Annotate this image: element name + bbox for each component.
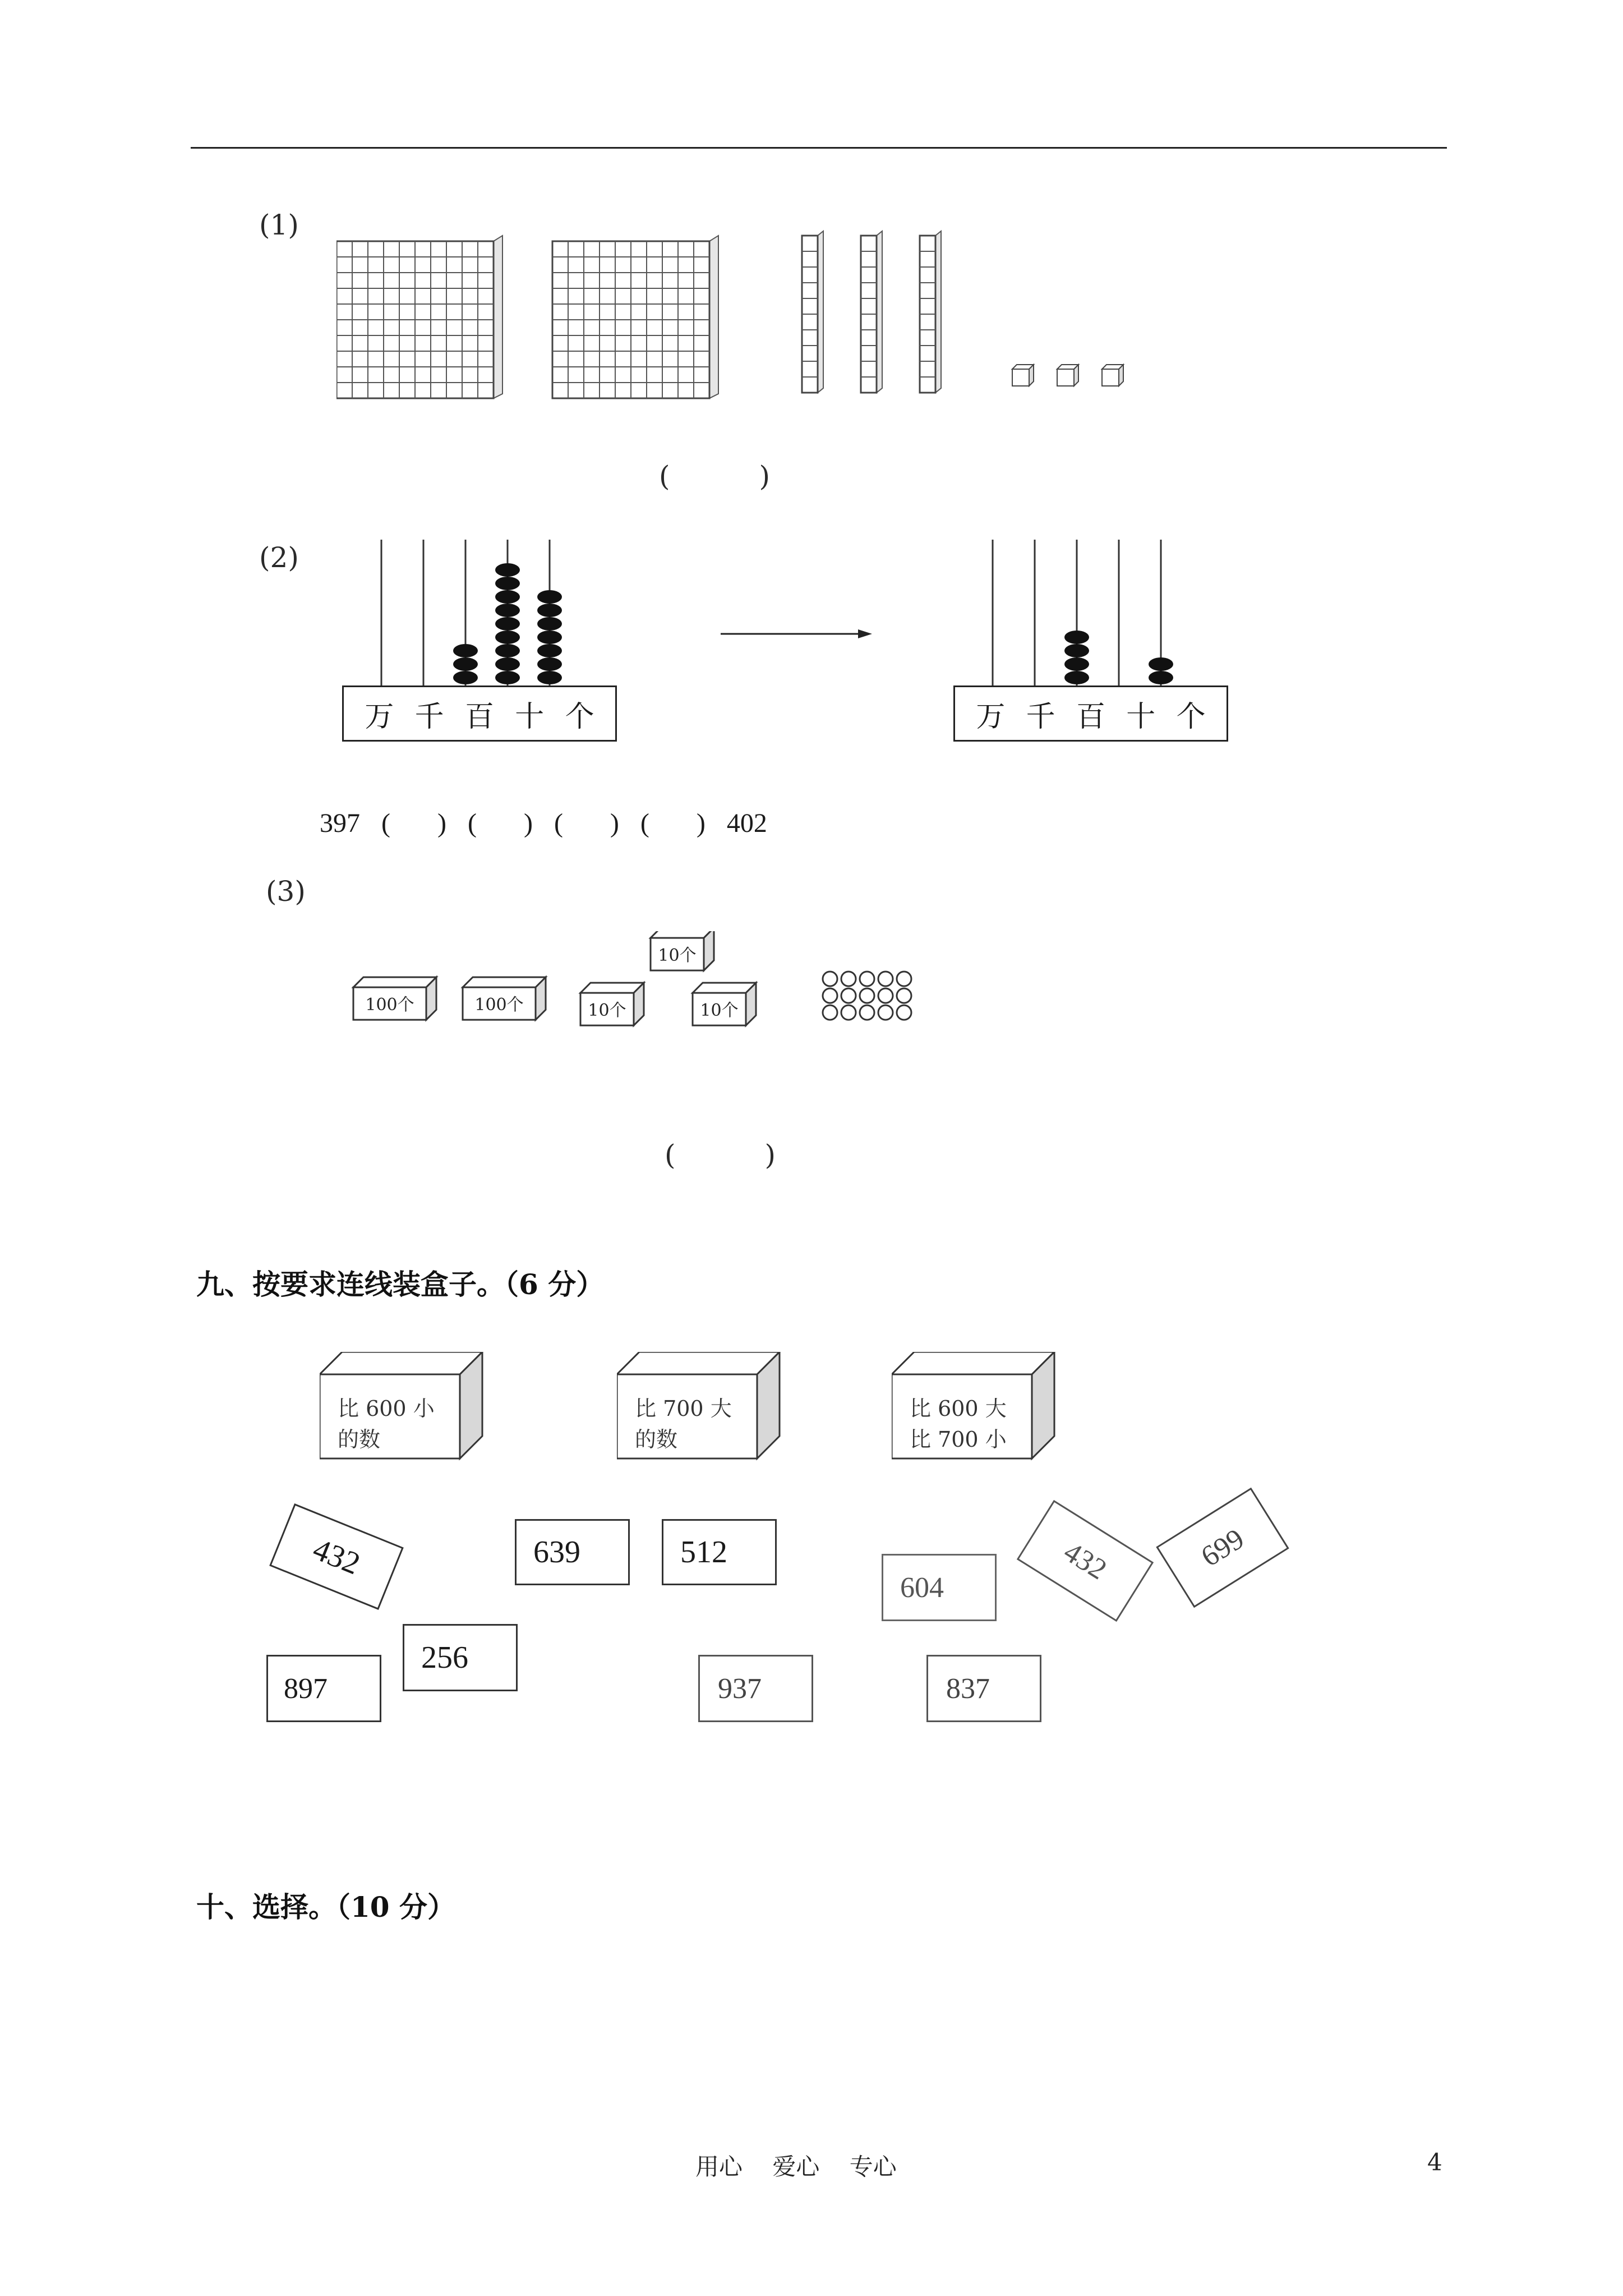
place-qian: 千 [414, 700, 444, 734]
number-card[interactable] [882, 1554, 997, 1621]
abacus-bead [495, 671, 520, 684]
section-9-heading: 九、按要求连线装盒子。（6 分） [196, 1268, 605, 1301]
box-label: 10个 [658, 946, 697, 965]
card-value: 699 [1195, 1522, 1250, 1573]
abacus-left [336, 539, 628, 746]
hundred-flat [552, 236, 718, 398]
item-circle [878, 972, 893, 986]
box-text-2: 比 700 小 [910, 1427, 1007, 1452]
item-circle [823, 988, 837, 1003]
place-qian: 千 [1026, 700, 1055, 734]
place-bai: 百 [464, 700, 494, 734]
packed-box [353, 977, 436, 1020]
ten-rod [861, 231, 882, 393]
box-text-1: 比 700 大 [635, 1396, 732, 1421]
ten-rods [802, 231, 941, 393]
box-label: 100个 [365, 995, 414, 1015]
box-text-1: 比 600 大 [910, 1396, 1007, 1421]
abacus-bead [537, 644, 562, 657]
q2-label: (2) [259, 541, 299, 574]
packed-box [463, 977, 546, 1020]
number-card[interactable] [662, 1519, 777, 1585]
q1-label: (1) [259, 209, 299, 241]
card-value: 432 [1058, 1535, 1113, 1586]
abacus-bead [495, 657, 520, 671]
q1-answer-blank[interactable]: ( ) [659, 460, 770, 493]
card-value: 604 [900, 1571, 944, 1604]
box-text-2: 的数 [338, 1427, 381, 1452]
place-shi: 十 [1126, 700, 1156, 734]
page-number: 4 [1427, 2148, 1442, 2176]
number-card[interactable] [269, 1503, 404, 1610]
place-ge: 个 [1176, 700, 1206, 734]
number-sequence [320, 808, 767, 839]
card-value: 937 [718, 1672, 762, 1705]
footer-motto: 用心 爱心 专心 [695, 2153, 897, 2180]
item-circle [897, 988, 911, 1003]
item-circle [878, 1005, 893, 1020]
item-circle [823, 972, 837, 986]
sequence-blank-4[interactable]: ( ) [640, 808, 706, 838]
abacus-bead [1064, 631, 1089, 644]
abacus-bead [453, 644, 478, 657]
unit-cubes [1012, 365, 1123, 386]
q3-answer-blank[interactable]: ( ) [665, 1139, 776, 1171]
item-circle [823, 1005, 837, 1020]
abacus-bead [1149, 671, 1173, 684]
sequence-blank-2[interactable]: ( ) [467, 808, 533, 838]
abacus-bead [453, 671, 478, 684]
card-value: 897 [284, 1672, 328, 1705]
abacus-left-base [342, 685, 617, 742]
number-card[interactable] [698, 1655, 813, 1722]
abacus-bead [495, 644, 520, 657]
box-text-1: 比 600 小 [338, 1396, 435, 1421]
card-value: 837 [946, 1672, 990, 1705]
header-rule [191, 147, 1447, 149]
item-circle [897, 972, 911, 986]
unit-cube [1057, 365, 1078, 386]
abacus-bead [537, 671, 562, 684]
abacus-bead [537, 590, 562, 604]
target-box-between-600-700[interactable] [892, 1352, 1060, 1464]
item-circle [860, 988, 874, 1003]
card-value: 432 [308, 1531, 365, 1582]
item-circle [841, 988, 856, 1003]
abacus-bead [537, 657, 562, 671]
abacus-bead [495, 590, 520, 604]
box-label: 10个 [588, 1001, 626, 1020]
sequence-start: 397 [320, 808, 360, 838]
sequence-end: 402 [726, 808, 767, 838]
packed-box [693, 983, 756, 1025]
q3-label: (3) [266, 875, 306, 908]
hundred-flats [336, 236, 718, 398]
place-ge: 个 [565, 700, 594, 734]
abacus-bead [453, 657, 478, 671]
place-bai: 百 [1076, 700, 1105, 734]
abacus-bead [537, 631, 562, 644]
abacus-bead [495, 631, 520, 644]
box-label: 10个 [700, 1001, 739, 1020]
hundred-flat [336, 236, 502, 398]
number-card[interactable] [926, 1655, 1041, 1722]
item-circle [878, 988, 893, 1003]
abacus-bead [537, 617, 562, 631]
card-value: 639 [533, 1535, 580, 1570]
abacus-bead [495, 577, 520, 590]
place-wan: 万 [365, 700, 394, 734]
abacus-bead [495, 604, 520, 617]
unit-cube [1012, 365, 1034, 386]
abacus-bead [1064, 657, 1089, 671]
card-value: 512 [680, 1535, 727, 1570]
item-circle [860, 1005, 874, 1020]
item-circle [897, 1005, 911, 1020]
section-10-heading: 十、选择。（10 分） [196, 1890, 455, 1924]
item-circle [841, 1005, 856, 1020]
target-box-greater-than-700[interactable] [617, 1352, 785, 1464]
abacus-bead [495, 617, 520, 631]
abacus-right [948, 539, 1239, 746]
number-card[interactable] [515, 1519, 630, 1585]
abacus-bead [1149, 657, 1173, 671]
item-circle [841, 972, 856, 986]
unit-cube [1102, 365, 1123, 386]
abacus-right-rods [948, 539, 1239, 690]
packed-box [651, 931, 714, 970]
ten-rod [802, 231, 823, 393]
sequence-blank-3[interactable]: ( ) [554, 808, 619, 838]
item-circle [860, 972, 874, 986]
abacus-bead [1064, 644, 1089, 657]
box-text-2: 的数 [635, 1427, 678, 1452]
packed-boxes [336, 931, 953, 1049]
number-card[interactable] [1156, 1488, 1289, 1608]
loose-items [823, 972, 911, 1020]
ten-rod [920, 231, 941, 393]
abacus-bead [1064, 671, 1089, 684]
abacus-left-rods [336, 539, 628, 690]
abacus-right-base [953, 685, 1228, 742]
packed-box [580, 983, 644, 1025]
sequence-blank-1[interactable]: ( ) [381, 808, 446, 838]
place-shi: 十 [515, 700, 545, 734]
abacus-bead [537, 604, 562, 617]
abacus-bead [495, 563, 520, 577]
number-card[interactable] [266, 1655, 381, 1722]
box-label: 100个 [474, 995, 524, 1015]
base-ten-blocks [336, 224, 1211, 409]
place-wan: 万 [976, 700, 1006, 734]
number-card[interactable] [403, 1624, 518, 1691]
arrow-icon [718, 623, 875, 645]
card-value: 256 [421, 1640, 468, 1675]
number-card[interactable] [1017, 1500, 1154, 1622]
target-box-less-than-600[interactable] [320, 1352, 488, 1464]
